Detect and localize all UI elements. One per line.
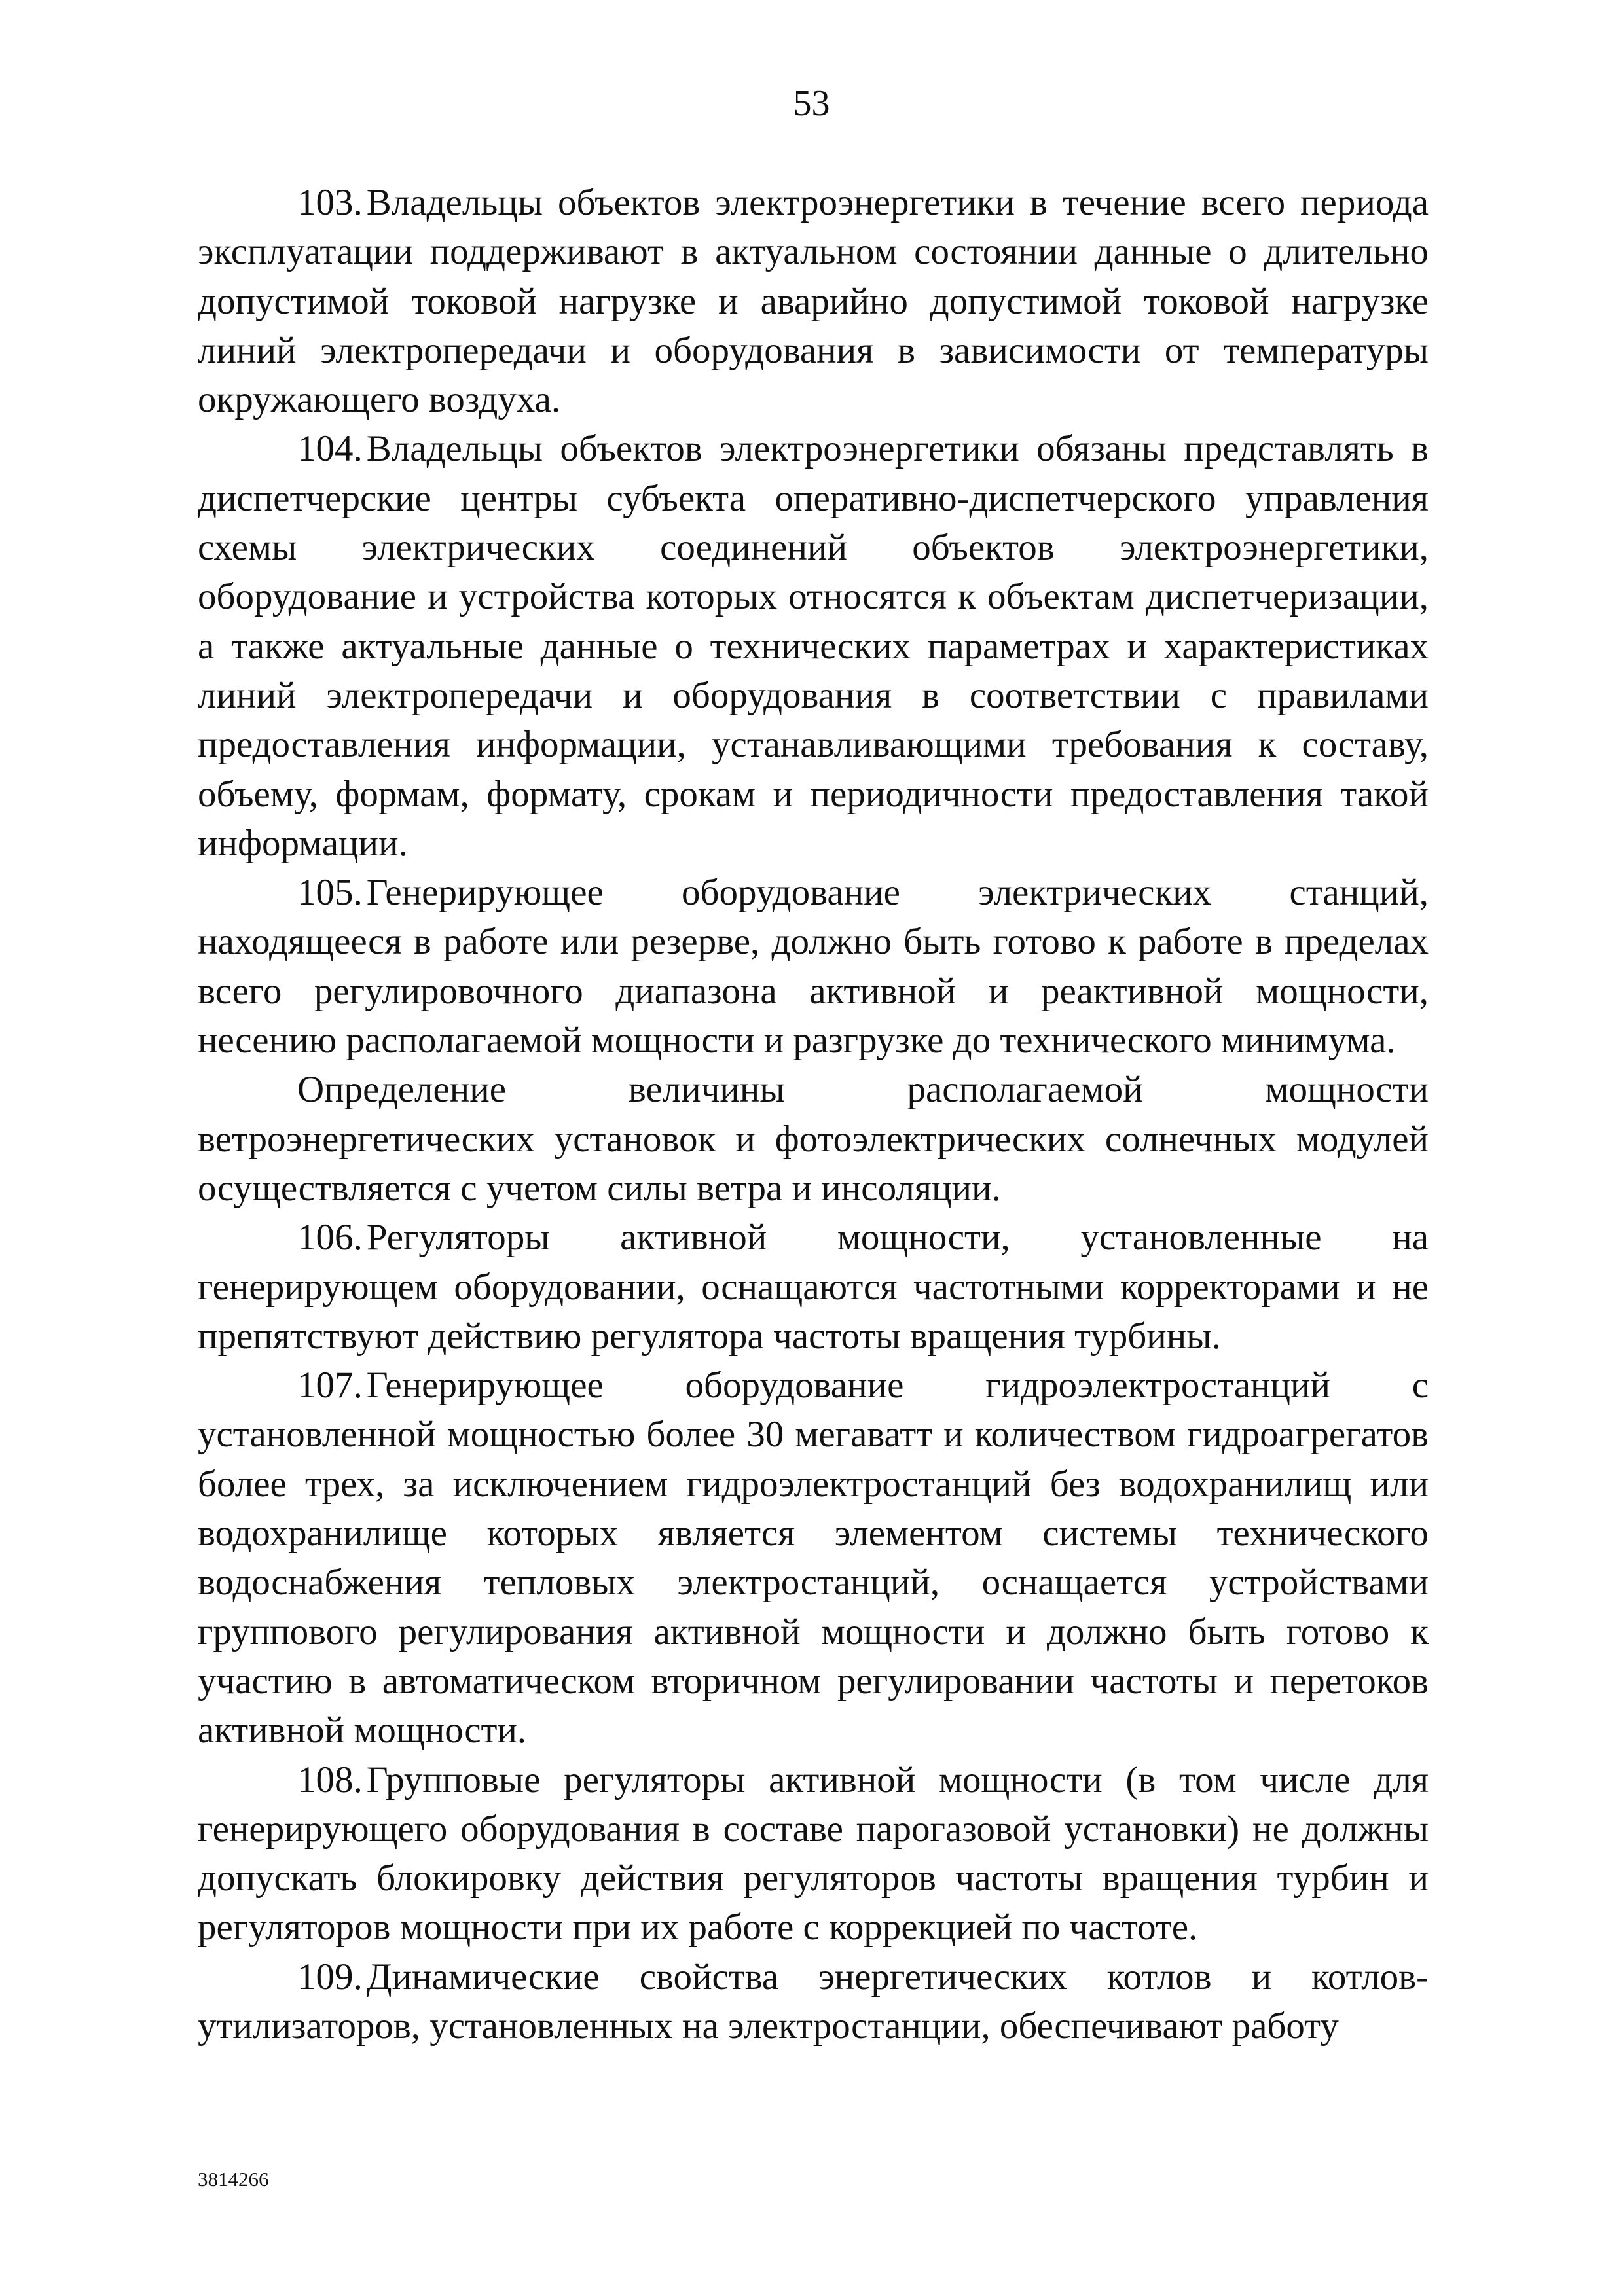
paragraph-103 (198, 178, 1429, 424)
document-code: 3814266 (198, 2168, 269, 2191)
paragraph-number: 105. (297, 872, 363, 914)
paragraph-109 (198, 1952, 1429, 2051)
paragraph-105 (198, 868, 1429, 1065)
paragraph-text: Динамические свойства энергетических котлов и котлов-утилизаторов, установленных на электростанции, обеспечивают работу (198, 1956, 1429, 2047)
paragraph-108 (198, 1755, 1429, 1952)
paragraph-text: Генерирующее оборудование электрических станций, находящееся в работе или резерве, должно быть готово к работе в пределах всего регулировочного диапазона активной и реактивной мощности, несению располагаемой мощности и разгрузке до технического минимума. (198, 872, 1429, 1062)
paragraph-number: 108. (297, 1759, 363, 1801)
paragraph-106 (198, 1213, 1429, 1361)
paragraph-text: Генерирующее оборудование гидроэлектростанций с установленной мощностью более 30 мегаватт и количеством гидроагрегатов более трех, за исключением гидроэлектростанций без водохранилищ или водохранилище которых является элементом системы технического водоснабжения тепловых электростанций, оснащается устройствами группового регулирования активной мощности и должно быть готово к участию в автоматическом вторичном регулировании частоты и перетоков активной мощности. (198, 1365, 1429, 1751)
paragraph-text: Определение величины располагаемой мощности ветроэнергетических установок и фотоэлектрических солнечных модулей осуществляется с учетом силы ветра и инсоляции. (198, 1069, 1429, 1209)
paragraph-number: 107. (297, 1365, 363, 1407)
paragraph-number: 103. (297, 182, 363, 223)
paragraph-text: Групповые регуляторы активной мощности (в том числе для генерирующего оборудования в составе парогазовой установки) не должны допускать блокировку действия регуляторов частоты вращения турбин и регуляторов мощности при их работе с коррекцией по частоте. (198, 1759, 1429, 1948)
paragraph-105-continuation (198, 1065, 1429, 1213)
paragraph-number: 109. (297, 1956, 363, 1998)
paragraph-text: Владельцы объектов электроэнергетики в течение всего периода эксплуатации поддерживают в актуальном состоянии данные о длительно допустимой токовой нагрузке и аварийно допустимой токовой нагрузке линий электропередачи и оборудования в зависимости от температуры окружающего воздуха. (198, 182, 1429, 421)
paragraph-number: 104. (297, 428, 363, 470)
paragraph-107 (198, 1361, 1429, 1755)
paragraph-text: Регуляторы активной мощности, установленные на генерирующем оборудовании, оснащаются частотными корректорами и не препятствуют действию регулятора частоты вращения турбины. (198, 1217, 1429, 1357)
document-body (198, 178, 1429, 2051)
paragraph-text: Владельцы объектов электроэнергетики обязаны представлять в диспетчерские центры субъекта оперативно-диспетчерского управления схемы электрических соединений объектов электроэнергетики, оборудование и устройства которых относятся к объектам диспетчеризации, а также актуальные данные о технических параметрах и характеристиках линий электропередачи и оборудования в соответствии с правилами предоставления информации, устанавливающими требования к составу, объему, формам, формату, срокам и периодичности предоставления такой информации. (198, 428, 1429, 864)
paragraph-number: 106. (297, 1217, 363, 1259)
paragraph-104 (198, 424, 1429, 868)
page-number: 53 (793, 83, 830, 124)
